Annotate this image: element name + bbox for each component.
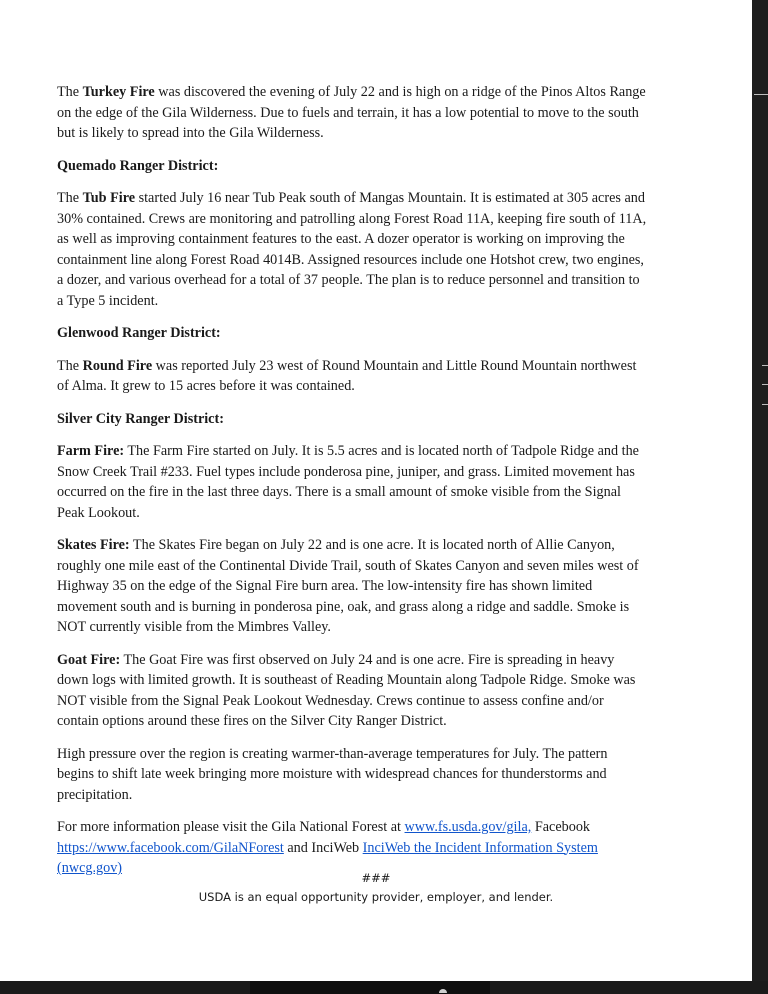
farm-fire-paragraph: Farm Fire: The Farm Fire started on July. It is 5.5 acres and is located north of Tadpole Ridge and the Snow Creek Trail #233. Fuel types include ponderosa pine, juniper, and grass. Limited movement has occurred on the fire in the last three days. There is a small amount of smoke visible from the Signal Peak Lookout. [57, 443, 639, 521]
inciweb-link[interactable]: InciWeb the Incident Information System (nwcg.gov) [57, 839, 598, 876]
quemado-district-heading: Quemado Ranger District: [57, 157, 219, 174]
document-body [57, 82, 647, 891]
gila-website-link[interactable]: www.fs.usda.gov/gila, [404, 819, 532, 835]
adjacent-text-fragment [762, 404, 768, 405]
facebook-link[interactable]: https://www.facebook.com/GilaNForest [57, 839, 284, 856]
adjacent-text-fragment [754, 94, 768, 95]
goat-fire-name: Goat Fire: [57, 651, 121, 668]
tub-fire-name: Tub Fire [82, 190, 136, 206]
more-info-paragraph: For more information please visit the Gila National Forest at www.fs.usda.gov/gila, Facebook https://www.facebook.com/GilaNForest and InciWeb InciWeb the Incident Information System (nwcg.gov) [57, 819, 598, 876]
adjacent-page-edge [752, 0, 768, 981]
round-fire-name: Round Fire [82, 357, 153, 374]
adjacent-text-fragment [762, 384, 768, 385]
viewer-bottom-tab[interactable] [250, 981, 490, 994]
skates-fire-name: Skates Fire: [57, 537, 130, 553]
skates-fire-paragraph: Skates Fire: The Skates Fire began on July 22 and is one acre. It is located north of Allie Canyon, roughly one mile east of the Continental Divide Trail, south of Skates Canyon and seven miles west of Highway 35 on the edge of the Signal Fire burn area. The low-intensity fire has shown limited movement south and is burning in ponderosa pine, oak, and grass along a ridge and saddle. Smoke is NOT currently visible from the Mimbres Valley. [57, 537, 639, 635]
round-fire-paragraph: The Round Fire was reported July 23 west of Round Mountain and Little Round Mountain northwest of Alma. It grew to 15 acres before it was contained. [57, 357, 637, 394]
silver-city-district-heading: Silver City Ranger District: [57, 410, 224, 427]
glenwood-district-heading: Glenwood Ranger District: [57, 325, 221, 341]
adjacent-text-fragment [762, 365, 768, 366]
tub-fire-paragraph: The Tub Fire started July 16 near Tub Peak south of Mangas Mountain. It is estimated at 305 acres and 30% contained. Crews are monitoring and patrolling along Forest Road 11A, keeping fire south of 11A, as well as improving containment features to the east. A dozer operator is working on improving the containment line along Forest Road 4014B. Assigned resources include one Hotshot crew, two engines, a dozer, and various overhead for a total of 37 people. The plan is to reduce personnel and transition to a Type 5 incident. [57, 190, 647, 309]
equal-opportunity-statement: USDA is an equal opportunity provider, employer, and lender. [198, 890, 554, 904]
goat-fire-paragraph: Goat Fire: The Goat Fire was first observed on July 24 and is one acre. Fire is spreading in heavy down logs with limited growth. It is southeast of Reading Mountain along Tadpole Ridge. Smoke was NOT visible from the Signal Peak Lookout Wednesday. Crews continue to assess confine and/or contain options around these fires on the Silver City Ranger District. [57, 651, 636, 729]
weather-paragraph: High pressure over the region is creating warmer-than-average temperatures for July. The pattern begins to shift late week bringing more moisture with widespread chances for thunderstorms and precipitation. [57, 745, 608, 803]
farm-fire-name: Farm Fire: [57, 443, 125, 459]
section-end-marker: ### [361, 871, 391, 885]
turkey-fire-paragraph: The Turkey Fire was discovered the evening of July 22 and is high on a ridge of the Pinos Altos Range on the edge of the Gila Wilderness. Due to fuels and terrain, it has a low potential to move to the south but is likely to spread into the Gila Wilderness. [57, 84, 646, 141]
page-indicator-icon[interactable] [439, 989, 447, 993]
turkey-fire-name: Turkey Fire [82, 84, 155, 100]
